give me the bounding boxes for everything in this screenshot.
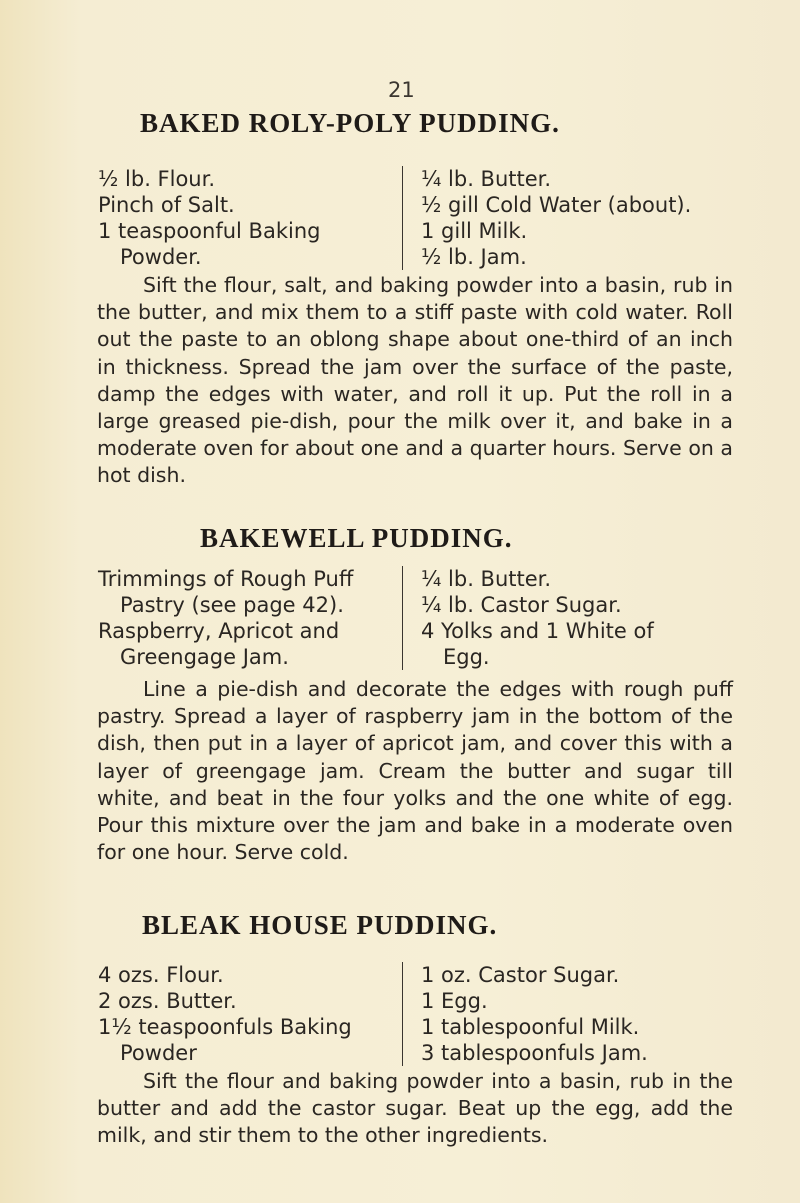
- page-number: 21: [388, 78, 415, 102]
- recipe-title-bakewell: BAKEWELL PUDDING.: [200, 523, 513, 553]
- ingredient: Powder: [120, 1041, 197, 1065]
- ingredient: 1 Egg.: [421, 989, 488, 1013]
- ingredient: Trimmings of Rough Puff: [98, 567, 354, 591]
- ingredient: ½ lb. Jam.: [421, 245, 527, 269]
- ingredients-baked-roly-poly: [98, 166, 738, 270]
- ingredient: Greengage Jam.: [120, 645, 289, 669]
- ingredient: 1 oz. Castor Sugar.: [421, 963, 620, 987]
- ingredients-left-column: [98, 166, 403, 270]
- ingredients-right-column: [403, 166, 691, 270]
- ingredients-right-column: [403, 566, 654, 670]
- ingredient: ½ gill Cold Water (about).: [421, 193, 692, 217]
- recipe-method-baked-roly-poly: Sift the flour, salt, and baking powder into a basin, rub in the butter, and mix them to a stiff paste with cold water. Roll out the paste to an oblong shape about one-third of an inch in thickness. Spread the jam over the surface of the paste, damp the edges with water, and roll it up. Put the roll in a large greased pie-dish, pour the milk over it, and bake in a moderate oven for about one and a quarter hours. Serve on a hot dish.: [97, 273, 733, 488]
- ingredient: 2 ozs. Butter.: [98, 989, 237, 1013]
- recipe-title-baked-roly-poly: BAKED ROLY-POLY PUDDING.: [140, 108, 560, 138]
- ingredient: 1 tablespoonful Milk.: [421, 1015, 640, 1039]
- ingredient: ¼ lb. Butter.: [421, 567, 552, 591]
- ingredient: 4 Yolks and 1 White of: [421, 619, 654, 643]
- ingredient: ½ lb. Flour.: [98, 167, 215, 191]
- ingredients-bakewell: [98, 566, 738, 670]
- ingredient: 4 ozs. Flour.: [98, 963, 224, 987]
- ingredients-bleak-house: [98, 962, 738, 1066]
- ingredients-left-column: [98, 962, 403, 1066]
- ingredient: Pinch of Salt.: [98, 193, 235, 217]
- recipe-method-bleak-house: Sift the flour and baking powder into a basin, rub in the butter and add the castor sugar. Beat up the egg, add the milk, and stir them to the other ingredients.: [97, 1069, 733, 1148]
- ingredient: ¼ lb. Castor Sugar.: [421, 593, 622, 617]
- ingredient: 1 teaspoonful Baking: [98, 219, 321, 243]
- ingredient: ¼ lb. Butter.: [421, 167, 552, 191]
- ingredient: Raspberry, Apricot and: [98, 619, 340, 643]
- recipe-title-bleak-house: BLEAK HOUSE PUDDING.: [142, 910, 498, 940]
- ingredient: Egg.: [443, 645, 490, 669]
- ingredients-left-column: [98, 566, 403, 670]
- ingredient: Pastry (see page 42).: [120, 593, 344, 617]
- ingredient: 3 tablespoonfuls Jam.: [421, 1041, 648, 1065]
- recipe-method-bakewell: Line a pie-dish and decorate the edges with rough puff pastry. Spread a layer of raspberry jam in the bottom of the dish, then put in a layer of apricot jam, and cover this with a layer of greengage jam. Cream the butter and sugar till white, and beat in the four yolks and the one white of egg. Pour this mixture over the jam and bake in a moderate oven for one hour. Serve cold.: [97, 677, 733, 865]
- ingredient: 1 gill Milk.: [421, 219, 528, 243]
- ingredients-right-column: [403, 962, 648, 1066]
- ingredient: Powder.: [120, 245, 202, 269]
- ingredient: 1½ teaspoonfuls Baking: [98, 1015, 352, 1039]
